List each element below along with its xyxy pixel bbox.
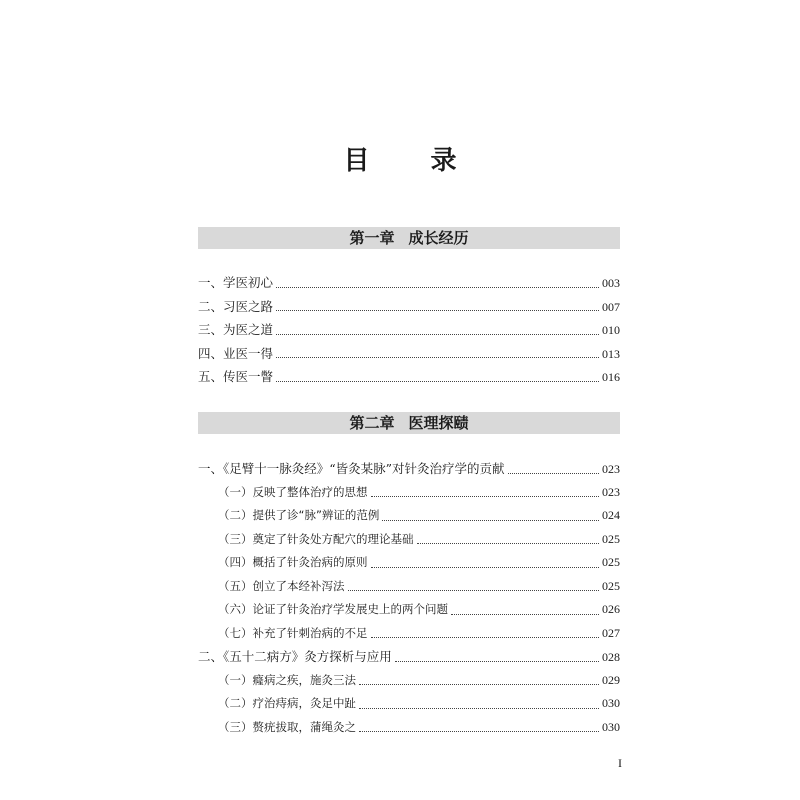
toc-entry-title: （三）赘疣拔取，蒲绳灸之	[218, 719, 356, 734]
toc-entry[interactable]	[198, 457, 620, 481]
toc-page-number: 025	[602, 578, 620, 593]
toc-list-chapter-1	[198, 271, 620, 389]
dot-leader	[371, 566, 600, 568]
dot-leader	[371, 495, 600, 497]
toc-entry[interactable]	[198, 669, 620, 693]
toc-entry[interactable]	[198, 365, 620, 389]
toc-entry-title: 四、业医一得	[198, 345, 274, 361]
toc-entry[interactable]	[198, 528, 620, 552]
toc-page-number: 010	[602, 323, 620, 337]
toc-entry[interactable]	[198, 318, 620, 342]
dot-leader	[276, 333, 599, 335]
dot-leader	[359, 730, 599, 732]
chapter-number: 第二章	[349, 414, 395, 432]
page-title: 目 录	[343, 146, 483, 176]
toc-entry-title: 二、《五十二病方》灸方探析与应用	[198, 649, 392, 664]
toc-entry-title: （二）疗治痔病，灸足中趾	[218, 696, 356, 710]
toc-entry[interactable]	[198, 342, 620, 366]
toc-entry[interactable]	[198, 575, 620, 599]
toc-page-number: 024	[602, 508, 620, 522]
toc-entry[interactable]	[198, 551, 620, 575]
dot-leader	[276, 309, 599, 311]
toc-page-number: 030	[602, 696, 620, 710]
toc-entry[interactable]	[198, 295, 620, 319]
toc-entry[interactable]	[198, 504, 620, 528]
toc-entry-title: （四）概括了针灸治病的原则	[218, 555, 368, 569]
toc-entry[interactable]	[198, 598, 620, 622]
dot-leader	[276, 286, 599, 288]
dot-leader	[276, 356, 599, 358]
dot-leader	[276, 380, 599, 382]
toc-page-number: 028	[602, 650, 620, 664]
toc-page-number: 029	[602, 672, 620, 687]
toc-entry-title: （六）论证了针灸治疗学发展史上的两个问题	[218, 602, 448, 616]
toc-entry-title: 五、传医一瞥	[198, 369, 274, 384]
toc-entry-title: 一、学医初心	[198, 275, 274, 290]
chapter-title: 成长经历	[408, 229, 469, 247]
toc-entry-title: （五）创立了本经补泻法	[218, 578, 345, 593]
chapter-number: 第一章	[349, 229, 395, 247]
toc-entry[interactable]	[198, 481, 620, 505]
dot-leader	[371, 636, 600, 638]
toc-page-number: 007	[602, 299, 620, 314]
toc-page-number: 025	[602, 555, 620, 569]
chapter-heading-1	[198, 227, 620, 249]
toc-page-number: 030	[602, 719, 620, 734]
toc-entry[interactable]	[198, 645, 620, 669]
dot-leader	[359, 683, 599, 685]
toc-entry-title: 二、习医之路	[198, 298, 274, 314]
toc-entry[interactable]	[198, 622, 620, 646]
toc-entry-title: （三）奠定了针灸处方配穴的理论基础	[218, 531, 414, 546]
dot-leader	[348, 589, 600, 591]
dot-leader	[451, 613, 599, 615]
page-folio: I	[618, 756, 622, 770]
toc-page-number: 003	[602, 276, 620, 290]
chapter-title: 医理探赜	[408, 414, 469, 432]
chapter-heading-2	[198, 412, 620, 434]
toc-entry[interactable]	[198, 716, 620, 740]
dot-leader	[382, 519, 599, 521]
dot-leader	[359, 707, 599, 709]
dot-leader	[508, 472, 599, 474]
toc-entry[interactable]	[198, 692, 620, 716]
toc-page-number: 016	[602, 370, 620, 384]
toc-page-number: 027	[602, 625, 620, 640]
toc-entry-title: 一、《足臂十一脉灸经》“皆灸某脉”对针灸治疗学的贡献	[198, 461, 505, 476]
toc-entry-title: （一）癃病之疾，施灸三法	[218, 672, 356, 687]
toc-page-number: 023	[602, 484, 620, 499]
dot-leader	[395, 660, 599, 662]
toc-entry[interactable]	[198, 271, 620, 295]
toc-page-number: 013	[602, 346, 620, 361]
toc-page-number: 025	[602, 531, 620, 546]
toc-page-number: 026	[602, 602, 620, 616]
toc-entry-title: 三、为医之道	[198, 322, 274, 337]
toc-page-number: 023	[602, 462, 620, 476]
toc-list-chapter-2	[198, 457, 620, 739]
toc-entry-title: （一）反映了整体治疗的思想	[218, 484, 368, 499]
dot-leader	[417, 542, 600, 544]
toc-entry-title: （七）补充了针刺治病的不足	[218, 625, 368, 640]
toc-entry-title: （二）提供了诊“脉”辨证的范例	[218, 508, 380, 522]
